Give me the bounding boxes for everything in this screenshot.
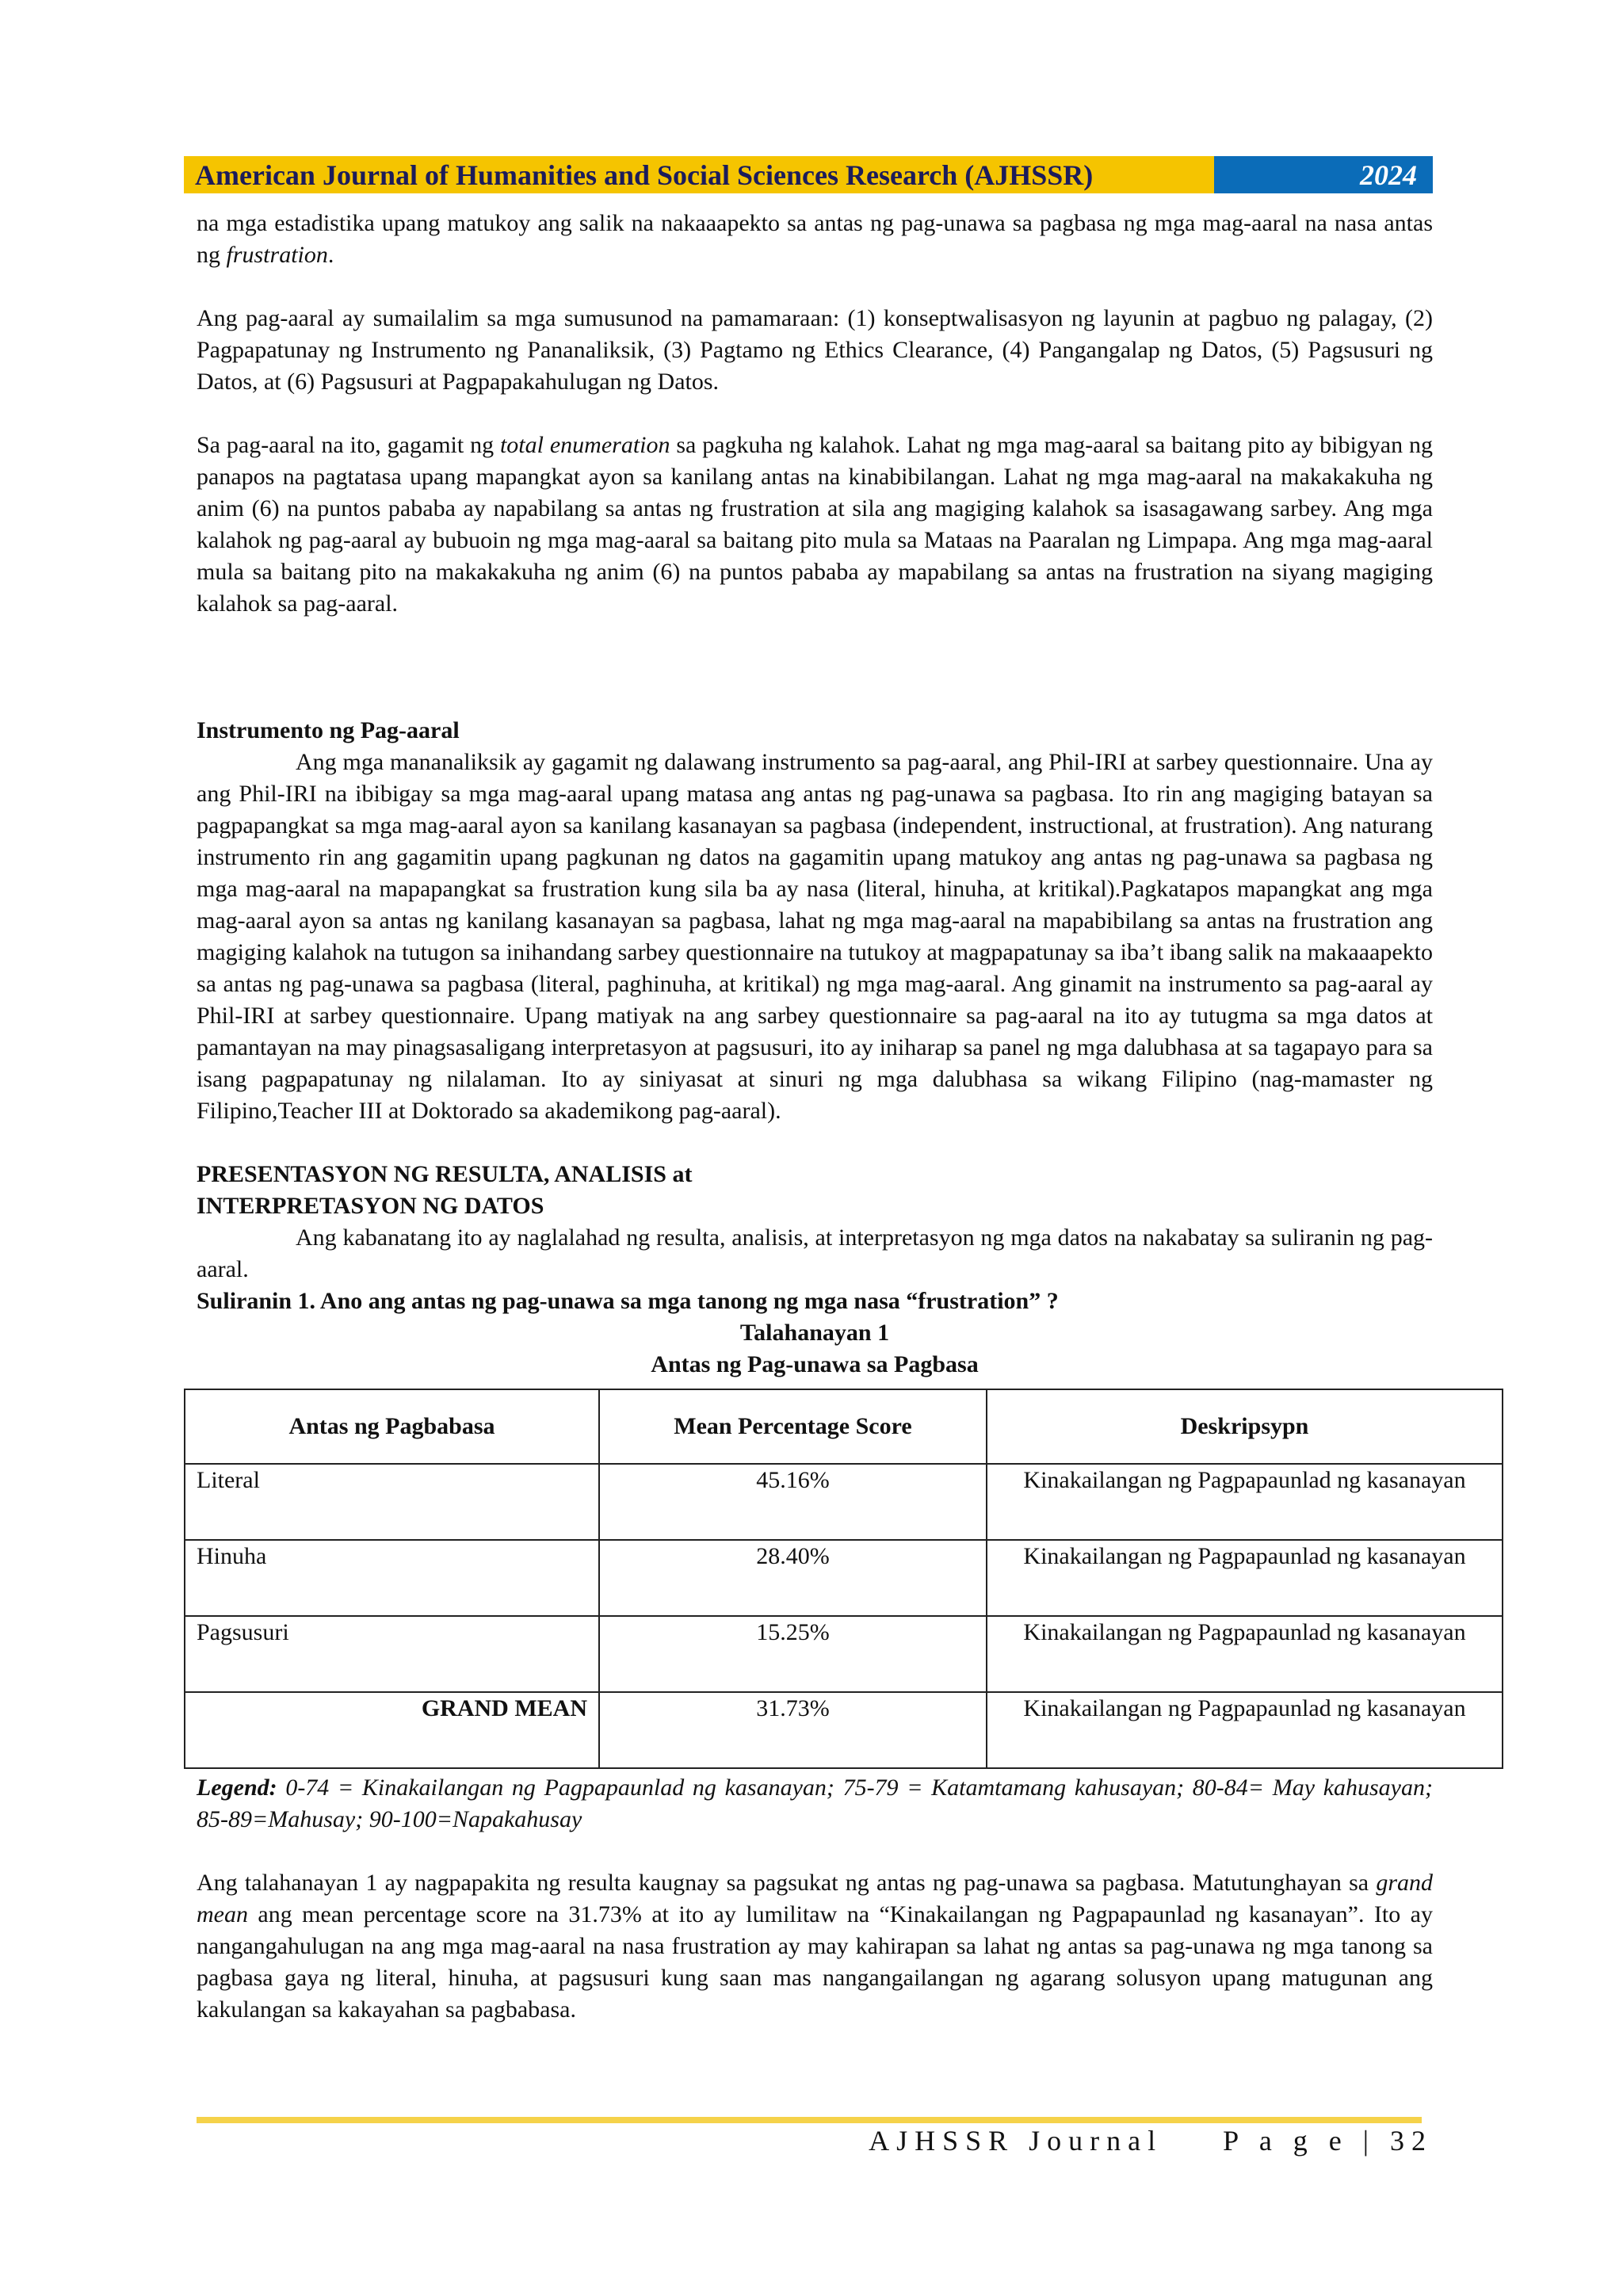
table-row: [185, 1616, 1503, 1692]
page-content: [197, 208, 1466, 2026]
table-cell: Pagsusuri: [185, 1616, 599, 1692]
section-heading-presentasyon-2: INTERPRETASYON NG DATOS: [197, 1193, 544, 1219]
intro-paragraph-2: Ang pag-aaral ay sumailalim sa mga sumusunod na pamamaraan: (1) konseptwalisasyon ng layunin at pagbuo ng palagay, (2) Pagpapatunay ng Instrumento ng Pananaliksik, (3) Pagtamo ng Ethics Clearance, (4) Pangangalap ng Datos, (5) Pagsusuri ng Datos, at (6) Pagsusuri at Pagpapakahulugan ng Datos.: [197, 305, 1433, 395]
table-caption-title: Antas ng Pag-unawa sa Pagbasa: [651, 1351, 979, 1377]
table-header: Mean Percentage Score: [599, 1389, 987, 1464]
table-cell: 45.16%: [599, 1464, 987, 1540]
table-cell: Hinuha: [185, 1540, 599, 1616]
intro-paragraph-3: Sa pag-aaral na ito, gagamit ng total enumeration sa pagkuha ng kalahok. Lahat ng mga mag-aaral sa baitang pito ay bibigyan ng panapos na pagtatasa upang mapangkat ayon sa kanilang antas na kinabibilangan. Lahat ng mga mag-aaral na makakakuha ng anim (6) na puntos pababa ay napabilang sa antas ng frustration at sila ang magiging kalahok sa isasagawang sarbey. Ang mga kalahok ng pag-aaral ay bubuoin ng mga mag-aaral sa baitang pito mula sa Mataas na Paaralan ng Limpapa. Ang mga mag-aaral mula sa baitang pito na makakakuha ng anim (6) na puntos pababa ay mapabilang sa antas na frustration na siyang magiging kalahok sa pag-aaral.: [197, 432, 1433, 617]
table-row: [185, 1464, 1503, 1540]
table-cell: Kinakailangan ng Pagpapaunlad ng kasanayan: [987, 1616, 1503, 1692]
table-cell: Literal: [185, 1464, 599, 1540]
table-row-grand-mean: [185, 1692, 1503, 1768]
page-footer: [869, 2124, 1433, 2157]
table-cell: 15.25%: [599, 1616, 987, 1692]
table-cell: GRAND MEAN: [185, 1692, 599, 1768]
table-caption-number: Talahanayan 1: [739, 1320, 890, 1346]
table-legend: Legend: 0-74 = Kinakailangan ng Pagpapaunlad ng kasanayan; 75-79 = Katamtamang kahusayan; 80-84= May kahusayan; 85-89=Mahusay; 90-100=Napakahusay: [197, 1775, 1433, 1832]
table-cell: Kinakailangan ng Pagpapaunlad ng kasanayan: [987, 1692, 1503, 1768]
conclusion-paragraph: Ang talahanayan 1 ay nagpapakita ng resulta kaugnay sa pagsukat ng antas ng pag-unawa sa pagbasa. Matutunghayan sa grand mean ang mean percentage score na 31.73% at ito ay lumilitaw na “Kinakailangan ng Pagpapaunlad ng kasanayan”. Ito ay nangangahulugan na ang mga mag-aaral na nasa frustration ay may kahirapan sa lahat ng antas sa pag-unawa ng mga tanong sa pagbasa gaya ng literal, hinuha, at pagsusuri kung saan mas nangangailangan ng agarang solusyon upang matugunan ang kakulangan sa kakayahan sa pagbabasa.: [197, 1870, 1433, 2023]
results-table: [184, 1389, 1503, 1769]
intro-paragraph-1: na mga estadistika upang matukoy ang salik na nakaaapekto sa antas ng pag-unawa sa pagbasa ng mga mag-aaral na nasa antas ng frustration.: [197, 210, 1433, 268]
table-header: Antas ng Pagbabasa: [185, 1389, 599, 1464]
section-heading-instrumento: Instrumento ng Pag-aaral: [197, 717, 460, 743]
journal-title: American Journal of Humanities and Social Sciences Research (AJHSSR): [184, 156, 1214, 193]
table-cell: Kinakailangan ng Pagpapaunlad ng kasanayan: [987, 1464, 1503, 1540]
table-cell: 31.73%: [599, 1692, 987, 1768]
footer-divider: [197, 2117, 1422, 2123]
suliranin-question: Suliranin 1. Ano ang antas ng pag-unawa sa mga tanong ng mga nasa “frustration” ?: [197, 1288, 1059, 1314]
table-cell: Kinakailangan ng Pagpapaunlad ng kasanayan: [987, 1540, 1503, 1616]
page-number: P a g e | 32: [1223, 2125, 1433, 2157]
journal-year: 2024: [1214, 156, 1433, 193]
table-header-row: [185, 1389, 1503, 1464]
presentasyon-paragraph: Ang kabanatang ito ay naglalahad ng resulta, analisis, at interpretasyon ng mga datos na nakabatay sa suliranin ng pag-aaral.: [197, 1224, 1433, 1282]
table-row: [185, 1540, 1503, 1616]
instrumento-paragraph: Ang mga mananaliksik ay gagamit ng dalawang instrumento sa pag-aaral, ang Phil-IRI at sarbey questionnaire. Una ay ang Phil-IRI na ibibigay sa mga mag-aaral upang matasa ang antas ng pag-unawa sa pagbasa. Ito rin ang magiging batayan sa pagpapangkat sa mga mag-aaral ayon sa kanilang kasanayan sa pagbasa (independent, instructional, at frustration). Ang naturang instrumento rin ang gagamitin upang pagkunan ng datos na gagamitin upang matukoy ang antas ng pag-unawa sa pagbasa ng mga mag-aaral na mapapangkat sa frustration kung sila ba ay nasa (literal, hinuha, at kritikal).Pagkatapos mapangkat ang mga mag-aaral ayon sa antas ng kanilang kasanayan sa pagbasa, lahat ng mga mag-aaral na mapabibilang sa antas na frustration ang magiging kalahok na tutugon sa inihandang sarbey questionnaire na tutukoy at magpapatunay sa iba’t ibang salik na makaaapekto sa antas ng pag-unawa sa pagbasa (literal, paghinuha, at kritikal) ng mga mag-aaral. Ang ginamit na instrumento sa pag-aaral ay Phil-IRI at sarbey questionnaire. Upang matiyak na ang sarbey questionnaire sa pag-aaral na ito ay tutugma sa mga datos at pamantayan na may pinagsasaligang interpretasyon at pagsusuri, ito ay iniharap sa panel ng mga dalubhasa at sa tagapayo para sa isang pagpapatunay ng nilalaman. Ito ay siniyasat at sinuri ng mga dalubhasa sa wikang Filipino (nag-mamaster ng Filipino,Teacher III at Doktorado sa akademikong pag-aaral).: [197, 749, 1433, 1124]
footer-journal: AJHSSR Journal: [869, 2125, 1163, 2157]
journal-header: [184, 156, 1433, 193]
section-heading-presentasyon-1: PRESENTASYON NG RESULTA, ANALISIS at: [197, 1161, 693, 1187]
table-cell: 28.40%: [599, 1540, 987, 1616]
table-header: Deskripsypn: [987, 1389, 1503, 1464]
